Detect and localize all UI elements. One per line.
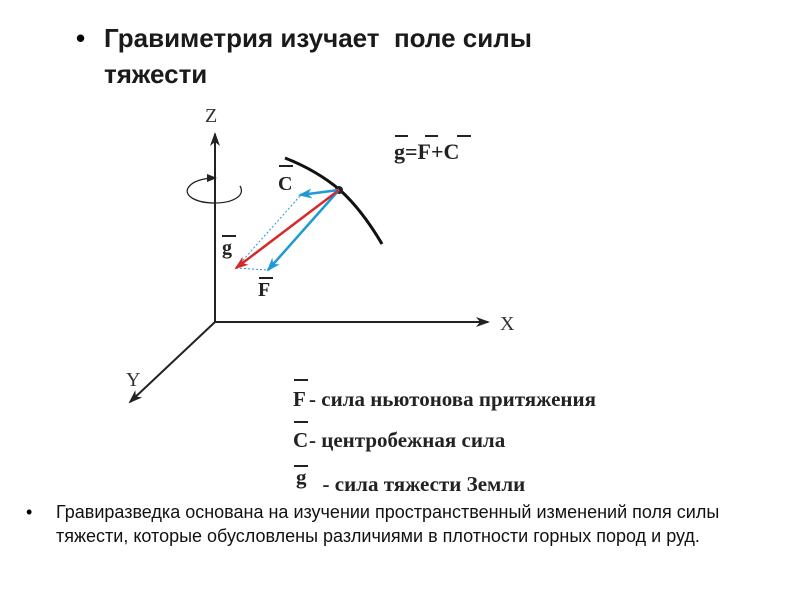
vector-f xyxy=(268,190,339,270)
vec-c-label: C xyxy=(278,173,293,195)
vec-g-label: g xyxy=(222,237,232,259)
legend xyxy=(293,380,596,496)
vector-g xyxy=(236,190,339,268)
formula-text: g=F+C xyxy=(394,139,460,164)
footer-text: Гравиразведка основана на изучении пространственный изменений поля силы тяжести, которые обусловлены различиями в плотности горных пород и руд. xyxy=(56,502,720,546)
vec-f-label: F xyxy=(258,279,271,301)
legend-c-text: - центробежная сила xyxy=(309,428,506,452)
footer-note xyxy=(26,500,766,548)
axis-y-label: Y xyxy=(126,369,141,391)
legend-f-text: - сила ньютонова притяжения xyxy=(309,387,596,411)
legend-g-symbol: g xyxy=(296,465,307,489)
guide-line-f xyxy=(236,268,268,270)
legend-f-symbol: F xyxy=(293,387,306,411)
legend-c-symbol: C xyxy=(293,428,309,452)
heading-text: Гравиметрия изучает поле силы тяжести xyxy=(104,23,532,89)
axis-z-label: Z xyxy=(205,105,218,127)
footer-bullet: • xyxy=(26,502,33,522)
legend-g-text: - сила тяжести Земли xyxy=(312,472,526,496)
axis-x-label: X xyxy=(500,313,515,335)
surface-curve xyxy=(285,158,382,244)
guide-line-c xyxy=(236,196,300,268)
axis-y-line xyxy=(130,322,215,402)
heading-bullet: • xyxy=(76,23,86,53)
